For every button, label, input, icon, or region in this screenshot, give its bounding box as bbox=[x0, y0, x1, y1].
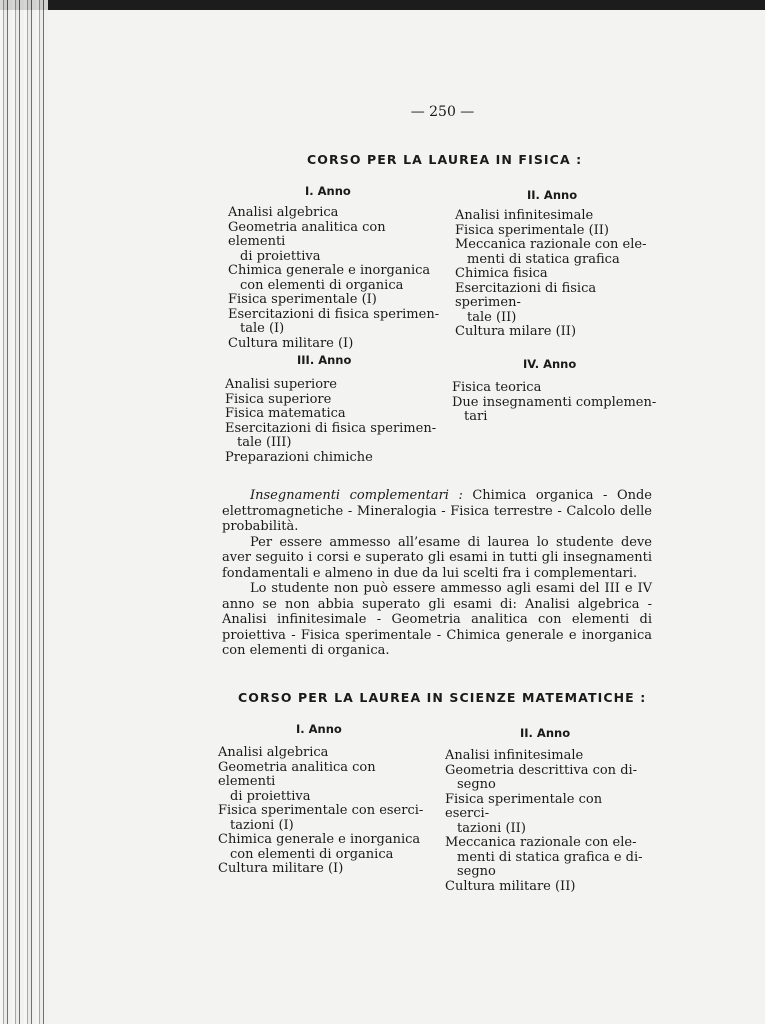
course-item: Meccanica razionale con ele- menti di statica grafica e di- segno bbox=[445, 835, 643, 879]
year-label: II. Anno bbox=[520, 726, 571, 740]
course-item: Analisi infinitesimale bbox=[445, 748, 584, 763]
course-list bbox=[452, 381, 657, 425]
complementari-paragraph bbox=[222, 488, 652, 535]
course-item: Cultura militare (I) bbox=[228, 335, 354, 351]
course-item: Meccanica razionale con ele- menti di statica grafica bbox=[455, 237, 647, 267]
course-item: Geometria analitica con elementi di proiettiva bbox=[228, 219, 386, 264]
year-label: I. Anno bbox=[305, 184, 351, 198]
course-item: Esercitazioni di fisica sperimen- tale (II) bbox=[455, 280, 597, 325]
page-number: — 250 — bbox=[410, 104, 475, 120]
course-list bbox=[225, 378, 437, 465]
course-item: Geometria descrittiva con di- segno bbox=[445, 762, 638, 792]
course-item: Fisica sperimentale (I) bbox=[228, 292, 377, 307]
course-item: Chimica generale e inorganica con elementi di organica bbox=[218, 832, 421, 862]
course-item: Cultura milare (II) bbox=[455, 324, 577, 339]
course-item: Fisica superiore bbox=[225, 391, 332, 407]
ammissione-laurea-paragraph: Per essere ammesso all’esame di laurea lo studente deve aver seguito i corsi e superato gli esami in tutti gli insegnamenti fondamentali e almeno in due da lui scelti fra i complementari. bbox=[222, 534, 652, 581]
course-item: Fisica teorica bbox=[452, 380, 542, 395]
course-item: Chimica fisica bbox=[455, 266, 548, 281]
course-item: Analisi algebrica bbox=[228, 205, 339, 220]
course-item: Fisica matematica bbox=[225, 406, 346, 421]
book-binding bbox=[0, 0, 48, 1024]
body-paragraphs bbox=[222, 488, 652, 659]
scan-top-edge bbox=[0, 0, 765, 10]
course-item: Analisi infinitesimale bbox=[455, 208, 594, 223]
course-item: Due insegnamenti complemen- tari bbox=[452, 394, 657, 424]
course-item: Fisica sperimentale con eserci- tazioni (II) bbox=[445, 791, 603, 836]
course-list bbox=[218, 746, 430, 877]
course-item: Chimica generale e inorganica con elementi di organica bbox=[228, 263, 431, 293]
complementari-label: Insegnamenti complementari : bbox=[250, 488, 463, 503]
ammissione-esami-paragraph: Lo studente non può essere ammesso agli esami del III e IV anno se non abbia superato gli esami di: Analisi algebrica - Analisi infinitesimale - Geometria analitica con elementi di proiettiva - Fisica sperimentale - Chimica generale e inorganica con elementi di organica. bbox=[222, 581, 652, 658]
course-item: Cultura militare (I) bbox=[218, 861, 344, 876]
course-list bbox=[228, 206, 440, 351]
course-list bbox=[455, 209, 655, 340]
course-list bbox=[445, 749, 650, 894]
course-item: Esercitazioni di fisica sperimen- tale (I) bbox=[228, 306, 440, 336]
year-label: II. Anno bbox=[527, 188, 578, 202]
course-item: Esercitazioni di fisica sperimen- tale (III) bbox=[225, 420, 437, 450]
section-title-fisica: CORSO PER LA LAUREA IN FISICA : bbox=[307, 152, 583, 167]
year-label: III. Anno bbox=[297, 353, 352, 367]
course-item: Geometria analitica con elementi di proiettiva bbox=[218, 759, 376, 804]
course-item: Analisi superiore bbox=[225, 377, 337, 392]
complementari-text: Chimica organica - Onde elettromagnetiche - Mineralogia - Fisica terrestre - Calcolo delle probabilità. bbox=[222, 488, 652, 534]
course-item: Fisica sperimentale (II) bbox=[455, 222, 609, 238]
year-label: IV. Anno bbox=[523, 357, 577, 371]
course-item: Cultura militare (II) bbox=[445, 878, 576, 894]
course-item: Analisi algebrica bbox=[218, 745, 329, 760]
section-title-matematiche: CORSO PER LA LAUREA IN SCIENZE MATEMATICHE : bbox=[238, 690, 647, 705]
year-label: I. Anno bbox=[296, 722, 342, 736]
course-item: Preparazioni chimiche bbox=[225, 449, 373, 465]
course-item: Fisica sperimentale con eserci- tazioni (I) bbox=[218, 803, 424, 833]
